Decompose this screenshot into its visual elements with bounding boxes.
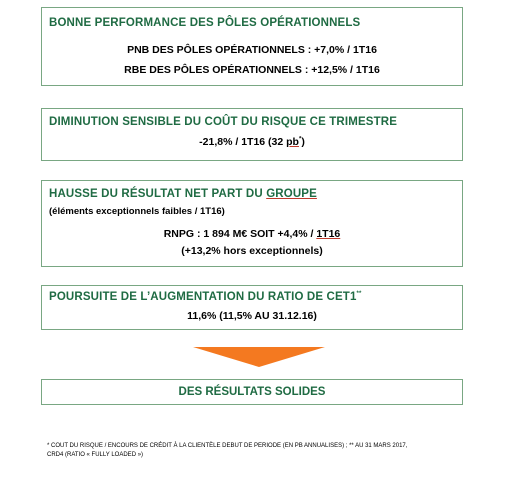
risk-title: DIMINUTION SENSIBLE DU COÛT DU RISQUE CE TRIMESTRE <box>49 116 398 128</box>
result-title-group: GROUPE <box>266 188 317 200</box>
rbe-line: RBE DES PÔLES OPÉRATIONNELS : +12,5% / 1T16 <box>124 64 380 76</box>
rnpg-value: RNPG : 1 894 M€ SOIT +4,4% / <box>163 228 317 240</box>
result-box <box>41 180 463 267</box>
down-arrow-icon <box>193 347 325 367</box>
rnpg-exceptional-line: (+13,2% hors exceptionnels) <box>181 245 323 257</box>
performance-box <box>41 7 463 86</box>
pnb-line: PNB DES PÔLES OPÉRATIONNELS : +7,0% / 1T16 <box>127 44 377 56</box>
cet1-footnote-mark: ** <box>356 291 362 298</box>
cet1-title <box>49 291 362 303</box>
risk-close: ) <box>301 136 305 148</box>
risk-line <box>42 136 462 148</box>
risk-unit: pb <box>286 136 299 148</box>
rnpg-line <box>42 228 462 240</box>
risk-box <box>41 108 463 161</box>
footnote-line-1: * COUT DU RISQUE / ENCOURS DE CRÉDIT À LA CLIENTÈLE DEBUT DE PERIODE (EN PB ANNUALISES) ; ** AU 31 MARS 2017, <box>47 443 408 449</box>
performance-title: BONNE PERFORMANCE DES PÔLES OPÉRATIONNELS <box>49 17 361 29</box>
footnote-line-2: CRD4 (RATIO « FULLY LOADED ») <box>47 452 144 458</box>
risk-footnote-mark: * <box>298 136 302 143</box>
cet1-box <box>41 285 463 330</box>
footnote <box>47 442 493 460</box>
result-title-text: HAUSSE DU RÉSULTAT NET PART DU <box>49 188 267 200</box>
conclusion-title: DES RÉSULTATS SOLIDES <box>178 386 326 398</box>
conclusion-box <box>41 379 463 405</box>
rnpg-period: 1T16 <box>316 228 341 240</box>
cet1-title-text: POURSUITE DE L’AUGMENTATION DU RATIO DE CET1 <box>49 291 357 303</box>
risk-value: -21,8% / 1T16 (32 <box>199 136 287 148</box>
cet1-line: 11,6% (11,5% AU 31.12.16) <box>187 310 317 322</box>
result-subtitle: (éléments exceptionnels faibles / 1T16) <box>49 206 225 217</box>
result-title <box>49 188 317 200</box>
